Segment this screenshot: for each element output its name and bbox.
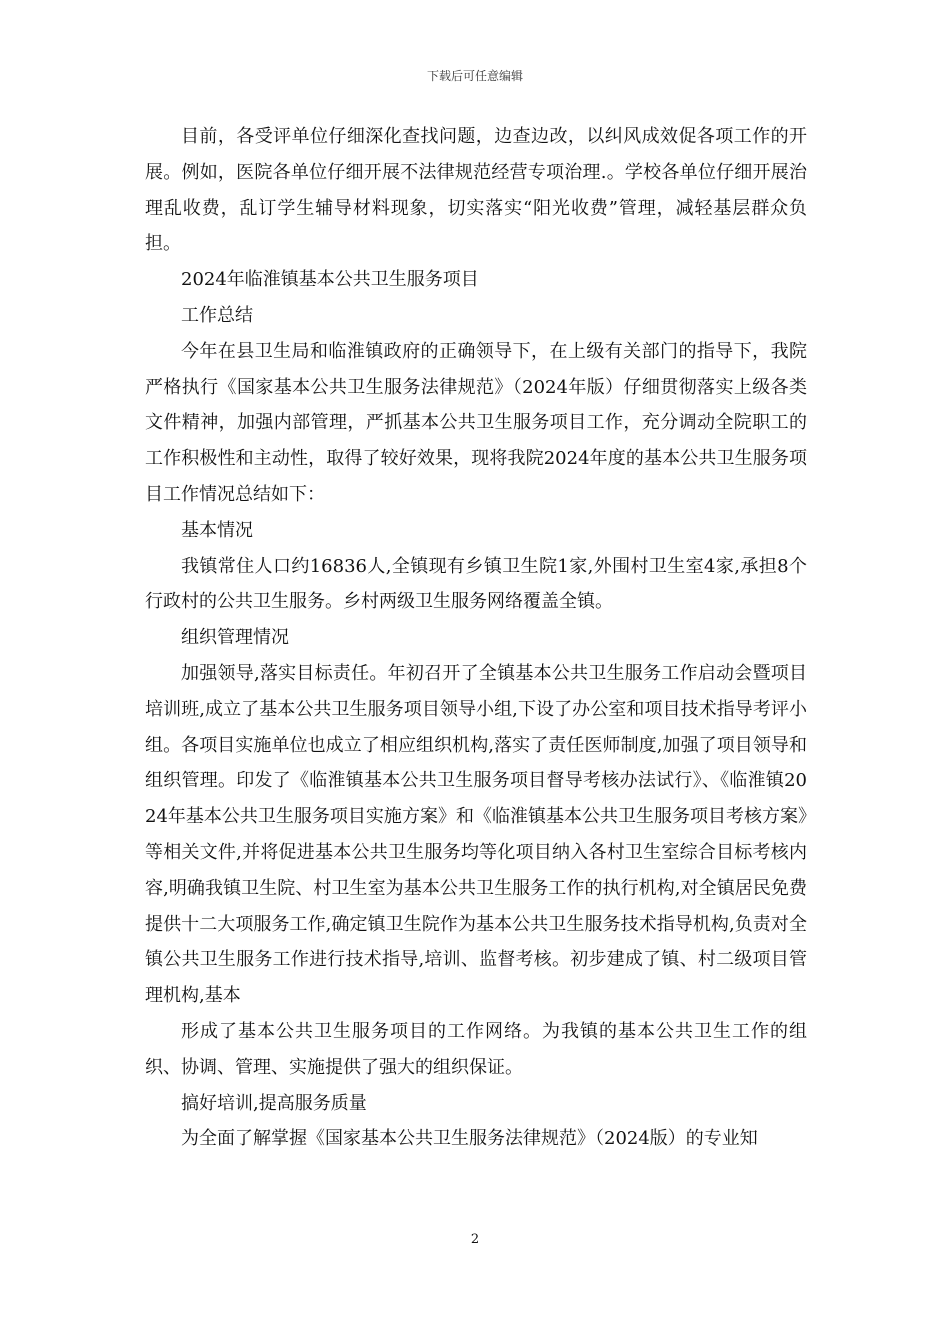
paragraph-basic-situation: 我镇常住人口约16836人,全镇现有乡镇卫生院1家,外围村卫生室4家,承担8个行政村的公共卫生服务。乡村两级卫生服务网络覆盖全镇。 (145, 555, 807, 613)
paragraph-rectification: 目前，各受评单位仔细深化查找问题，边查边改，以纠风成效促各项工作的开展。例如，医院各单位仔细开展不法律规范经营专项治理.。学校各单位仔细开展治理乱收费，乱订学生辅导材料现象，切实落实“阳光收费”管理，减轻基层群众负担。 (145, 126, 807, 255)
paragraph-organization-cont: 形成了基本公共卫生服务项目的工作网络。为我镇的基本公共卫生工作的组织、协调、管理、实施提供了强大的组织保证。 (145, 1020, 807, 1078)
paragraph-intro: 今年在县卫生局和临淮镇政府的正确领导下，在上级有关部门的指导下，我院严格执行《国家基本公共卫生服务法律规范》（2024年版）仔细贯彻落实上级各类文件精神，加强内部管理，严抓基本公共卫生服务项目工作，充分调动全院职工的工作积极性和主动性，取得了较好效果，现将我院2024年度的基本公共卫生服务项目工作情况总结如下： (145, 340, 807, 505)
heading-organization: 组织管理情况 (181, 627, 289, 649)
heading-training: 搞好培训,提高服务质量 (181, 1092, 367, 1114)
page-header-note: 下载后可任意编辑 (426, 69, 523, 83)
heading-work-summary: 工作总结 (181, 304, 253, 326)
paragraph-organization: 加强领导,落实目标责任。年初召开了全镇基本公共卫生服务工作启动会暨项目培训班,成立了基本公共卫生服务项目领导小组,下设了办公室和项目技术指导考评小组。各项目实施单位也成立了相应组织机构,落实了责任医师制度,加强了项目领导和组织管理。印发了《临淮镇基本公共卫生服务项目督导考核办法试行》、《临淮镇2024年基本公共卫生服务项目实施方案》和《临淮镇基本公共卫生服务项目考核方案》等相关文件,并将促进基本公共卫生服务均等化项目纳入各村卫生室综合目标考核内容,明确我镇卫生院、村卫生室为基本公共卫生服务工作的执行机构,对全镇居民免费提供十二大项服务工作,确定镇卫生院作为基本公共卫生服务技术指导机构,负责对全镇公共卫生服务工作进行技术指导,培训、监督考核。初步建成了镇、村二级项目管理机构,基本 (145, 662, 807, 1007)
page-number: 2 (470, 1232, 480, 1247)
heading-basic-situation: 基本情况 (181, 519, 253, 541)
heading-project-title: 2024年临淮镇基本公共卫生服务项目 (181, 269, 479, 291)
paragraph-training: 为全面了解掌握《国家基本公共卫生服务法律规范》（2024版）的专业知 (181, 1128, 758, 1150)
document-body (145, 119, 807, 1157)
